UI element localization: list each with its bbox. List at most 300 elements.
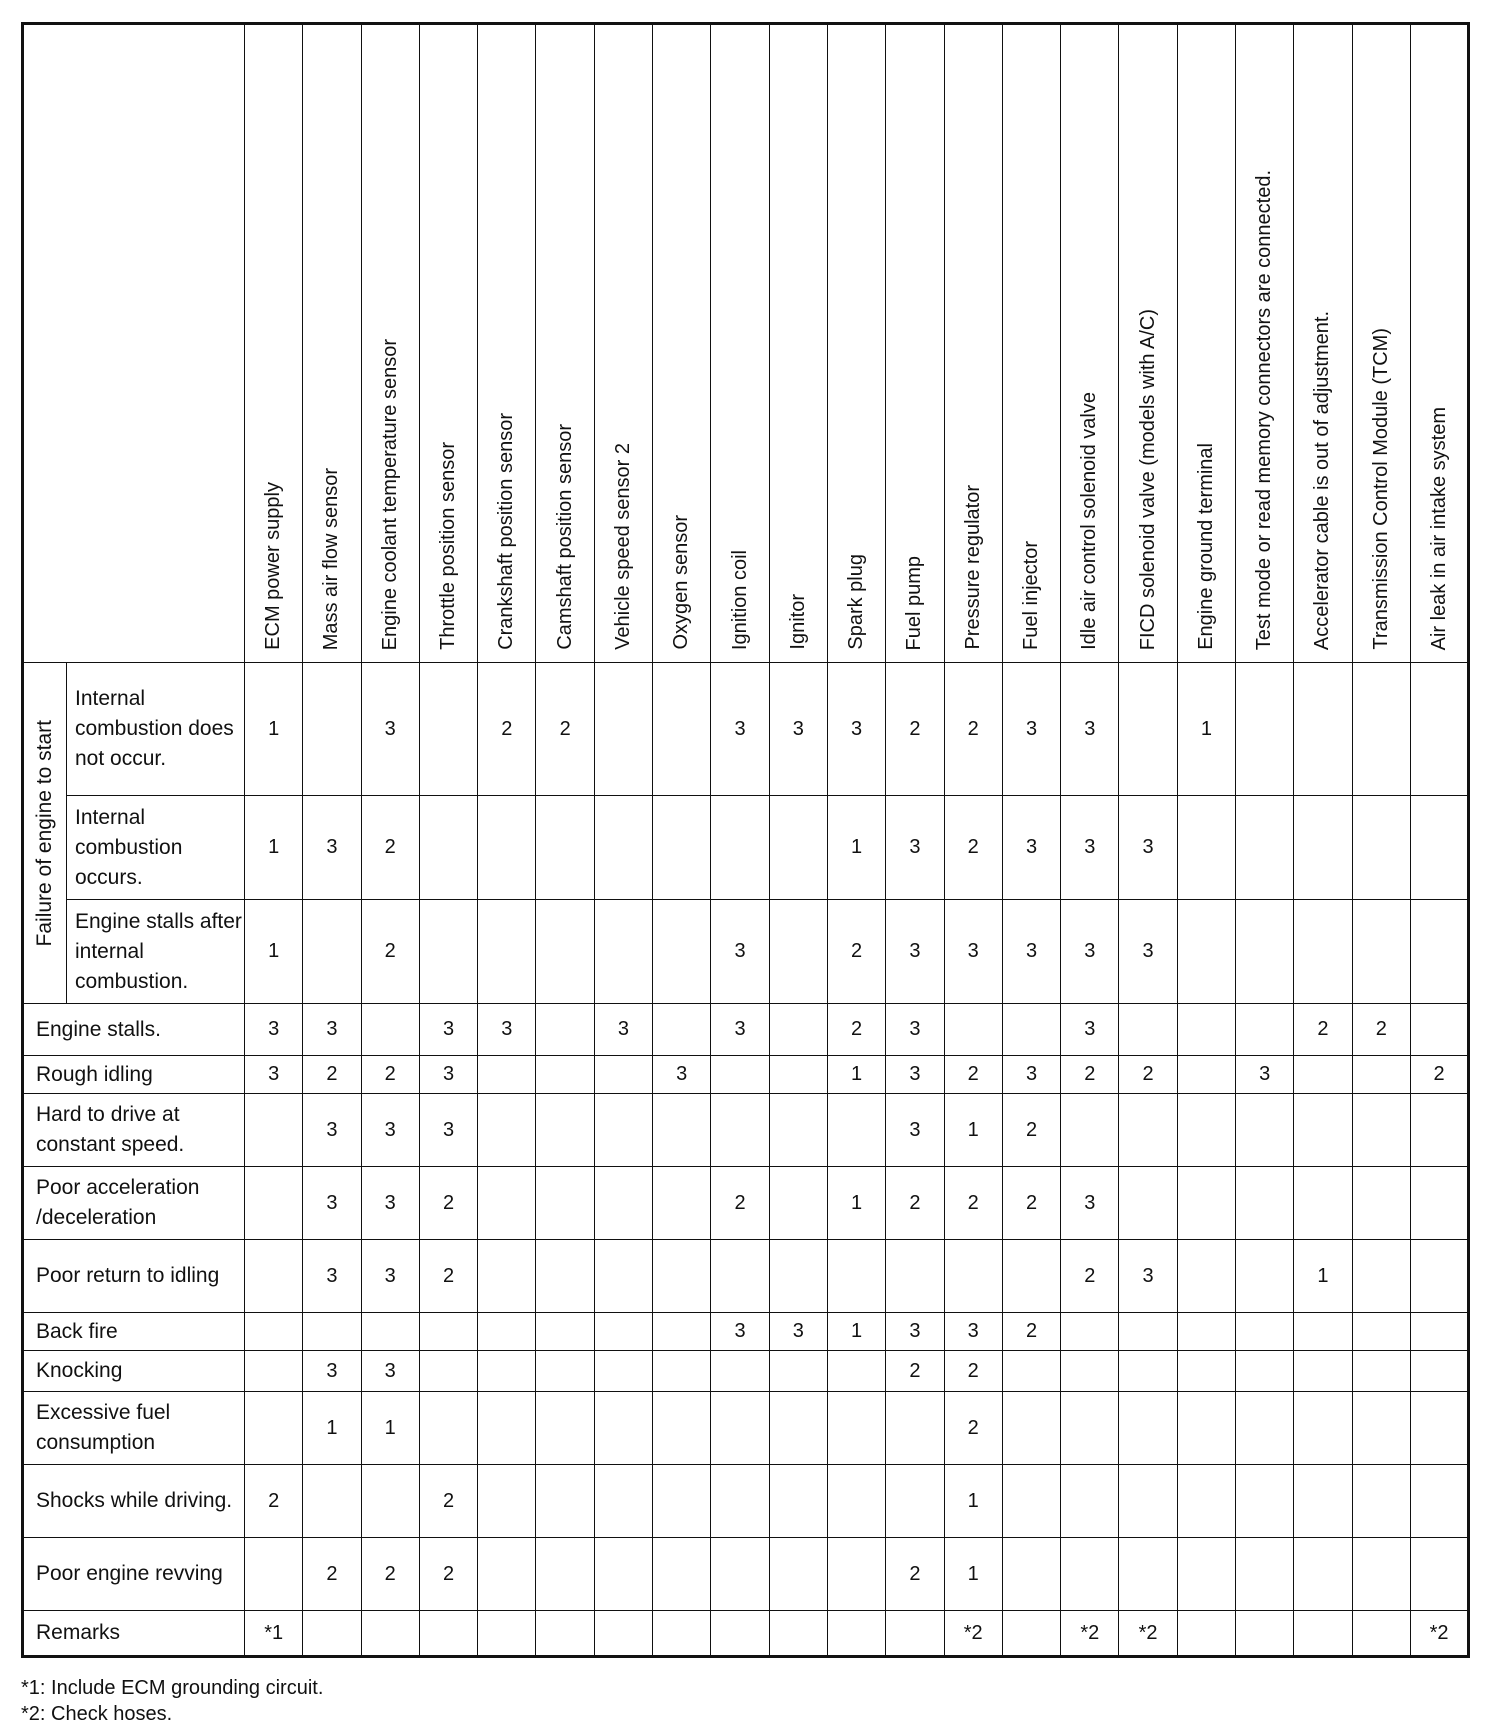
column-header (1236, 24, 1294, 663)
priority-cell (1119, 1313, 1177, 1351)
priority-cell (303, 900, 361, 1004)
priority-cell (1061, 1392, 1119, 1465)
priority-cell: 3 (886, 1056, 944, 1094)
priority-cell (1177, 1351, 1235, 1392)
priority-cell (1410, 1167, 1468, 1240)
priority-cell: 2 (419, 1167, 477, 1240)
column-header-label: Mass air flow sensor (320, 467, 343, 650)
priority-cell: 3 (245, 1004, 303, 1056)
priority-cell: 1 (944, 1465, 1002, 1538)
priority-cell: 3 (1061, 900, 1119, 1004)
priority-cell: 3 (944, 1313, 1002, 1351)
priority-cell (769, 1538, 827, 1611)
priority-cell (536, 1167, 594, 1240)
priority-cell (1177, 1004, 1235, 1056)
table-row (23, 900, 1469, 1004)
priority-cell: 2 (827, 900, 885, 1004)
priority-cell (536, 796, 594, 900)
priority-cell: 2 (1061, 1240, 1119, 1313)
priority-cell: 3 (303, 1004, 361, 1056)
priority-cell (245, 1240, 303, 1313)
column-header (303, 24, 361, 663)
priority-cell (594, 1313, 652, 1351)
priority-cell (827, 1465, 885, 1538)
priority-cell (419, 1313, 477, 1351)
priority-cell (361, 1004, 419, 1056)
priority-cell (653, 663, 711, 796)
priority-cell (1002, 1465, 1060, 1538)
priority-cell: 3 (711, 1004, 769, 1056)
priority-cell: 2 (419, 1465, 477, 1538)
priority-cell (1119, 663, 1177, 796)
priority-cell (1236, 1538, 1294, 1611)
priority-cell: 1 (827, 1167, 885, 1240)
priority-cell (1119, 1004, 1177, 1056)
footnote-2: *2: Check hoses. (21, 1703, 173, 1725)
priority-cell (1236, 663, 1294, 796)
priority-cell (1061, 1351, 1119, 1392)
priority-cell (1294, 663, 1352, 796)
priority-cell (769, 900, 827, 1004)
priority-cell (536, 1056, 594, 1094)
priority-cell (1061, 1465, 1119, 1538)
priority-cell (769, 1004, 827, 1056)
column-header (245, 24, 303, 663)
priority-cell: 3 (1061, 1004, 1119, 1056)
table-row (23, 1538, 1469, 1611)
priority-cell (478, 1240, 536, 1313)
remark-cell (478, 1611, 536, 1657)
remark-cell (711, 1611, 769, 1657)
priority-cell (245, 1313, 303, 1351)
symptom-label: Rough idling (23, 1056, 245, 1094)
priority-cell (653, 1465, 711, 1538)
column-header (536, 24, 594, 663)
column-header-label: Engine ground terminal (1194, 443, 1217, 650)
priority-cell (769, 1392, 827, 1465)
priority-cell: 1 (827, 1313, 885, 1351)
priority-cell: 3 (944, 900, 1002, 1004)
column-header (1002, 24, 1060, 663)
remark-cell: *2 (1061, 1611, 1119, 1657)
symptom-label: Shocks while driving. (23, 1465, 245, 1538)
priority-cell: 3 (419, 1056, 477, 1094)
priority-cell (711, 1240, 769, 1313)
column-header-label: Ignitor (786, 594, 809, 650)
priority-cell: 3 (1119, 1240, 1177, 1313)
priority-cell: 3 (769, 663, 827, 796)
priority-cell: 3 (303, 796, 361, 900)
symptom-label: Poor acceleration /deceleration (23, 1167, 245, 1240)
priority-cell (1002, 1351, 1060, 1392)
column-header-label: Fuel injector (1020, 541, 1042, 650)
priority-cell (245, 1351, 303, 1392)
priority-cell (245, 1538, 303, 1611)
column-header (478, 24, 536, 663)
column-header (653, 24, 711, 663)
column-header-label: Idle air control solenoid valve (1078, 392, 1101, 650)
priority-cell (419, 1351, 477, 1392)
priority-cell (1002, 1392, 1060, 1465)
priority-cell (478, 1538, 536, 1611)
priority-cell: 3 (653, 1056, 711, 1094)
priority-cell: 3 (886, 1313, 944, 1351)
priority-cell (536, 1313, 594, 1351)
priority-cell: 3 (769, 1313, 827, 1351)
remark-cell: *1 (245, 1611, 303, 1657)
remark-cell (361, 1611, 419, 1657)
priority-cell (1177, 1538, 1235, 1611)
priority-cell (361, 1313, 419, 1351)
priority-cell (594, 1465, 652, 1538)
priority-cell (419, 900, 477, 1004)
remark-cell (827, 1611, 885, 1657)
column-header (1410, 24, 1468, 663)
priority-cell: 1 (827, 1056, 885, 1094)
priority-cell (827, 1392, 885, 1465)
priority-cell (419, 796, 477, 900)
priority-cell (1236, 1465, 1294, 1538)
priority-cell (1410, 1094, 1468, 1167)
priority-cell (653, 1392, 711, 1465)
priority-cell: 2 (245, 1465, 303, 1538)
priority-cell: 3 (1002, 1056, 1060, 1094)
priority-cell (1410, 1392, 1468, 1465)
priority-cell: 2 (1352, 1004, 1410, 1056)
column-header (944, 24, 1002, 663)
column-header (886, 24, 944, 663)
priority-cell (1294, 1351, 1352, 1392)
priority-cell (1061, 1538, 1119, 1611)
priority-cell (1410, 796, 1468, 900)
priority-cell: 2 (886, 663, 944, 796)
priority-cell: 3 (1061, 796, 1119, 900)
group-label: Failure of engine to start (33, 719, 56, 947)
priority-cell (711, 1094, 769, 1167)
column-header (1294, 24, 1352, 663)
priority-cell (478, 1167, 536, 1240)
priority-cell: 3 (1119, 796, 1177, 900)
priority-cell: 3 (303, 1351, 361, 1392)
column-header-label: Engine coolant temperature sensor (378, 338, 401, 650)
priority-cell: 2 (886, 1351, 944, 1392)
priority-cell (1352, 1056, 1410, 1094)
remark-cell (769, 1611, 827, 1657)
priority-cell (594, 1240, 652, 1313)
column-header-label: Accelerator cable is out of adjustment. (1311, 310, 1334, 650)
priority-cell (653, 1094, 711, 1167)
remark-cell (303, 1611, 361, 1657)
symptom-label: Internal combustion occurs. (67, 796, 245, 900)
priority-cell (944, 1004, 1002, 1056)
priority-cell (536, 900, 594, 1004)
priority-cell: 3 (303, 1240, 361, 1313)
column-header (594, 24, 652, 663)
symptom-label: Poor engine revving (23, 1538, 245, 1611)
priority-cell: 1 (245, 900, 303, 1004)
priority-cell (1294, 1538, 1352, 1611)
priority-cell: 2 (1294, 1004, 1352, 1056)
table-row (23, 1167, 1469, 1240)
remark-cell (594, 1611, 652, 1657)
priority-cell (1177, 1167, 1235, 1240)
priority-cell (594, 1056, 652, 1094)
priority-cell (478, 1392, 536, 1465)
priority-cell: 3 (1002, 796, 1060, 900)
column-header-label: Oxygen sensor (670, 515, 693, 650)
priority-cell (711, 1056, 769, 1094)
priority-cell: 3 (245, 1056, 303, 1094)
remark-cell (886, 1611, 944, 1657)
priority-cell (1294, 796, 1352, 900)
priority-cell (303, 663, 361, 796)
priority-cell (1119, 1538, 1177, 1611)
remark-cell (1177, 1611, 1235, 1657)
priority-cell (1294, 1313, 1352, 1351)
column-header-label: Vehicle speed sensor 2 (611, 443, 634, 650)
remark-cell (419, 1611, 477, 1657)
priority-cell (245, 1167, 303, 1240)
column-header (827, 24, 885, 663)
symptom-label: Engine stalls after internal combustion. (67, 900, 245, 1004)
priority-cell: 3 (1002, 900, 1060, 1004)
column-header-label: Spark plug (845, 554, 868, 650)
priority-cell (1352, 1538, 1410, 1611)
priority-cell: 2 (944, 1392, 1002, 1465)
remark-cell: *2 (1119, 1611, 1177, 1657)
priority-cell (711, 796, 769, 900)
priority-cell (1410, 663, 1468, 796)
priority-cell (1410, 1004, 1468, 1056)
priority-cell: 2 (944, 1351, 1002, 1392)
priority-cell (1002, 1004, 1060, 1056)
priority-cell (1352, 1094, 1410, 1167)
priority-cell: 3 (361, 1240, 419, 1313)
priority-cell: 2 (419, 1538, 477, 1611)
footnote-1: *1: Include ECM grounding circuit. (21, 1677, 324, 1699)
priority-cell: 2 (1002, 1094, 1060, 1167)
column-header-label: Throttle position sensor (437, 442, 460, 650)
priority-cell (1119, 1094, 1177, 1167)
priority-cell (1177, 1465, 1235, 1538)
priority-cell: 3 (361, 1094, 419, 1167)
priority-cell (1410, 1240, 1468, 1313)
priority-cell (769, 1240, 827, 1313)
table-row (23, 1240, 1469, 1313)
priority-cell (1177, 1240, 1235, 1313)
priority-cell: 3 (1002, 663, 1060, 796)
priority-cell (769, 1056, 827, 1094)
priority-cell (1294, 1167, 1352, 1240)
priority-cell: 2 (361, 1056, 419, 1094)
priority-cell: 2 (1002, 1313, 1060, 1351)
column-header-label: Ignition coil (728, 549, 751, 650)
priority-cell (594, 1167, 652, 1240)
priority-cell: 1 (245, 663, 303, 796)
priority-cell: 2 (303, 1056, 361, 1094)
priority-cell (594, 900, 652, 1004)
remark-cell: *2 (944, 1611, 1002, 1657)
priority-cell (769, 1465, 827, 1538)
priority-cell (653, 1004, 711, 1056)
priority-cell (536, 1351, 594, 1392)
priority-cell (1352, 1351, 1410, 1392)
priority-cell (478, 796, 536, 900)
group-label-cell (23, 663, 67, 1004)
priority-cell (1236, 1167, 1294, 1240)
priority-cell: 3 (478, 1004, 536, 1056)
priority-cell (478, 1313, 536, 1351)
priority-cell: 1 (944, 1094, 1002, 1167)
priority-cell: 2 (361, 1538, 419, 1611)
priority-cell (594, 1351, 652, 1392)
priority-cell (245, 1094, 303, 1167)
column-header (711, 24, 769, 663)
column-header-label: ECM power supply (262, 482, 285, 650)
priority-cell (944, 1240, 1002, 1313)
column-header-label: Test mode or read memory connectors are connected. (1253, 169, 1276, 650)
priority-cell: 3 (1061, 1167, 1119, 1240)
priority-cell: 3 (1236, 1056, 1294, 1094)
priority-cell (1236, 1240, 1294, 1313)
priority-cell (1177, 1392, 1235, 1465)
priority-cell (886, 1240, 944, 1313)
priority-cell (594, 1392, 652, 1465)
priority-cell (769, 1351, 827, 1392)
priority-cell: 3 (303, 1094, 361, 1167)
priority-cell (245, 1392, 303, 1465)
priority-cell: 2 (944, 796, 1002, 900)
priority-cell: 2 (711, 1167, 769, 1240)
priority-cell (1352, 900, 1410, 1004)
priority-cell: 2 (1061, 1056, 1119, 1094)
priority-cell: 3 (419, 1094, 477, 1167)
column-header-label: Transmission Control Module (TCM) (1369, 328, 1392, 650)
priority-cell: 2 (536, 663, 594, 796)
column-header-label: Air leak in air intake system (1427, 406, 1450, 650)
priority-cell: 1 (944, 1538, 1002, 1611)
remarks-label: Remarks (23, 1611, 245, 1657)
priority-cell: 3 (303, 1167, 361, 1240)
priority-cell: 2 (944, 1056, 1002, 1094)
priority-cell: 1 (245, 796, 303, 900)
priority-cell (536, 1094, 594, 1167)
priority-cell (594, 663, 652, 796)
priority-cell: 3 (886, 1004, 944, 1056)
priority-cell: 3 (827, 663, 885, 796)
symptom-label: Internal combustion does not occur. (67, 663, 245, 796)
priority-cell (711, 1538, 769, 1611)
priority-cell (478, 1351, 536, 1392)
priority-cell (478, 1465, 536, 1538)
remark-cell (1352, 1611, 1410, 1657)
table-row (23, 1392, 1469, 1465)
priority-cell (1294, 1392, 1352, 1465)
column-header (419, 24, 477, 663)
priority-cell (303, 1465, 361, 1538)
column-header-label: Camshaft position sensor (553, 424, 576, 650)
remark-cell (1002, 1611, 1060, 1657)
priority-cell: 2 (478, 663, 536, 796)
priority-cell (1236, 1313, 1294, 1351)
priority-cell (1119, 1351, 1177, 1392)
column-header (361, 24, 419, 663)
priority-cell: 2 (361, 900, 419, 1004)
priority-cell (653, 1313, 711, 1351)
priority-cell (653, 1351, 711, 1392)
priority-cell (1177, 796, 1235, 900)
symptom-label: Poor return to idling (23, 1240, 245, 1313)
priority-cell (1294, 1094, 1352, 1167)
priority-cell (536, 1392, 594, 1465)
table-row (23, 796, 1469, 900)
priority-cell (769, 1167, 827, 1240)
priority-cell: 1 (827, 796, 885, 900)
priority-cell (653, 1167, 711, 1240)
priority-cell (827, 1240, 885, 1313)
priority-cell: 2 (886, 1167, 944, 1240)
remark-cell (536, 1611, 594, 1657)
priority-cell: 2 (944, 663, 1002, 796)
priority-cell: 2 (303, 1538, 361, 1611)
priority-cell (1119, 1167, 1177, 1240)
priority-cell (536, 1240, 594, 1313)
priority-cell: 3 (419, 1004, 477, 1056)
priority-cell: 3 (1119, 900, 1177, 1004)
column-header-label: Fuel pump (903, 555, 926, 650)
priority-cell (1177, 1056, 1235, 1094)
priority-cell (1410, 1351, 1468, 1392)
priority-cell: 3 (361, 1351, 419, 1392)
priority-cell: 3 (886, 1094, 944, 1167)
priority-cell (1352, 796, 1410, 900)
symptom-label: Hard to drive at constant speed. (23, 1094, 245, 1167)
priority-cell (1236, 1004, 1294, 1056)
priority-cell: 3 (711, 900, 769, 1004)
table-row (23, 1465, 1469, 1538)
priority-cell: 3 (594, 1004, 652, 1056)
priority-cell: 3 (886, 900, 944, 1004)
priority-cell (1294, 1056, 1352, 1094)
priority-cell: 3 (886, 796, 944, 900)
column-header (1119, 24, 1177, 663)
priority-cell (1236, 900, 1294, 1004)
priority-cell (419, 663, 477, 796)
priority-cell (1352, 1240, 1410, 1313)
remark-cell (1294, 1611, 1352, 1657)
symptom-label: Excessive fuel consumption (23, 1392, 245, 1465)
priority-cell (711, 1392, 769, 1465)
priority-cell: 2 (1410, 1056, 1468, 1094)
priority-cell (886, 1465, 944, 1538)
priority-cell: 3 (711, 663, 769, 796)
priority-cell (1410, 1313, 1468, 1351)
priority-cell (711, 1465, 769, 1538)
priority-cell (1177, 900, 1235, 1004)
priority-cell (594, 1094, 652, 1167)
priority-cell (711, 1351, 769, 1392)
column-header (1177, 24, 1235, 663)
priority-cell: 2 (1119, 1056, 1177, 1094)
column-header (769, 24, 827, 663)
remark-cell (1236, 1611, 1294, 1657)
priority-cell (827, 1538, 885, 1611)
priority-cell (1352, 1465, 1410, 1538)
priority-cell (536, 1538, 594, 1611)
priority-cell (1352, 663, 1410, 796)
symptom-label: Engine stalls. (23, 1004, 245, 1056)
table-row (23, 663, 1469, 796)
